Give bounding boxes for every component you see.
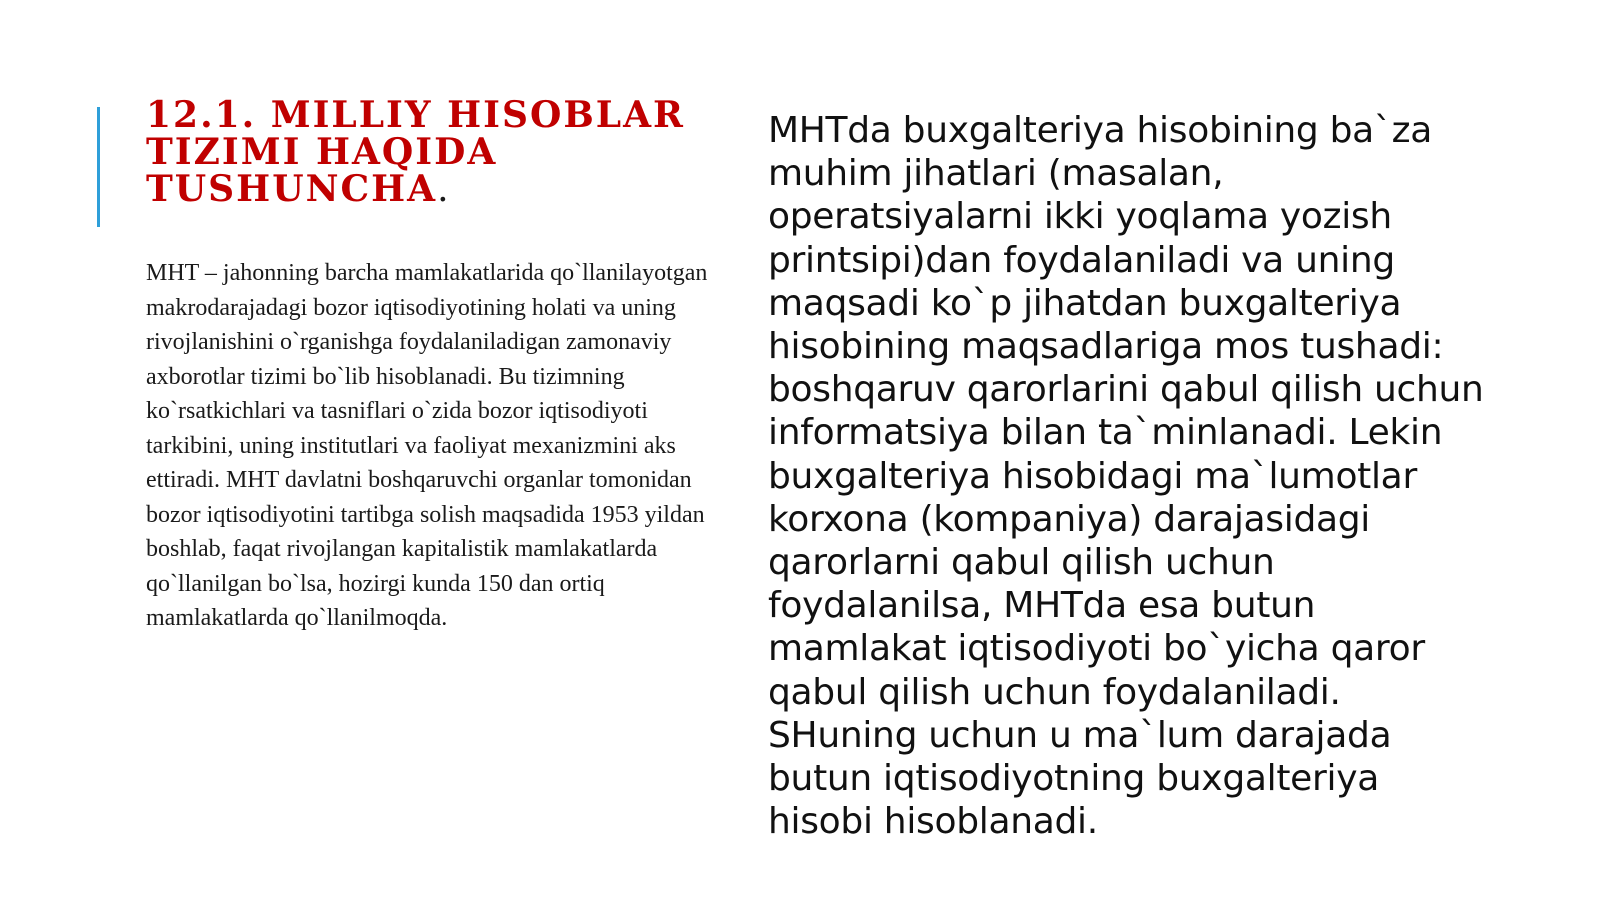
slide-title [146, 94, 706, 210]
slide-title-text: 12.1. MILLIY HISOBLAR TIZIMI HAQIDA TUSHUNCHA [146, 94, 685, 210]
right-body-text: MHTda buxgalteriya hisobining ba`za muhim jihatlari (masalan, operatsiyalarni ikki yoqlama yozish printsipi)dan foydalaniladi va uning maqsadi ko`p jihatdan buxgalteriya hisobining maqsadlariga mos tushadi: boshqaruv qarorlarini qabul qilish uchun informatsiya bilan ta`minlanadi. Lekin buxgalteriya hisobidagi ma`lumotlar korxona (kompaniya) darajasidagi qarorlarni qabul qilish uchun foydalanilsa, MHTda esa butun mamlakat iqtisodiyoti bo`yicha qaror qabul qilish uchun foydalaniladi. SHuning uchun u ma`lum darajada butun iqtisodiyotning buxgalteriya hisobi hisoblanadi. [768, 110, 1484, 843]
slide-title-period: . [437, 169, 451, 210]
left-body-text: MHT – jahonning barcha mamlakatlarida qo`llanilayotgan makrodarajadagi bozor iqtisodiyotining holati va uning rivojlanishini o`rganishga foydalaniladigan zamonaviy axborotlar tizimi bo`lib hisoblanadi. Bu tizimning ko`rsatkichlari va tasniflari o`zida bozor iqtisodiyoti tarkibini, uning institutlari va faoliyat mexanizmini aks ettiradi. MHT davlatni boshqaruvchi organlar tomonidan bozor iqtisodiyotini tartibga solish maqsadida 1953 yildan boshlab, faqat rivojlangan kapitalistik mamlakatlarda qo`llanilgan bo`lsa, hozirgi kunda 150 dan ortiq mamlakatlarda qo`llanilmoqda. [146, 260, 708, 631]
accent-bar [97, 107, 100, 227]
